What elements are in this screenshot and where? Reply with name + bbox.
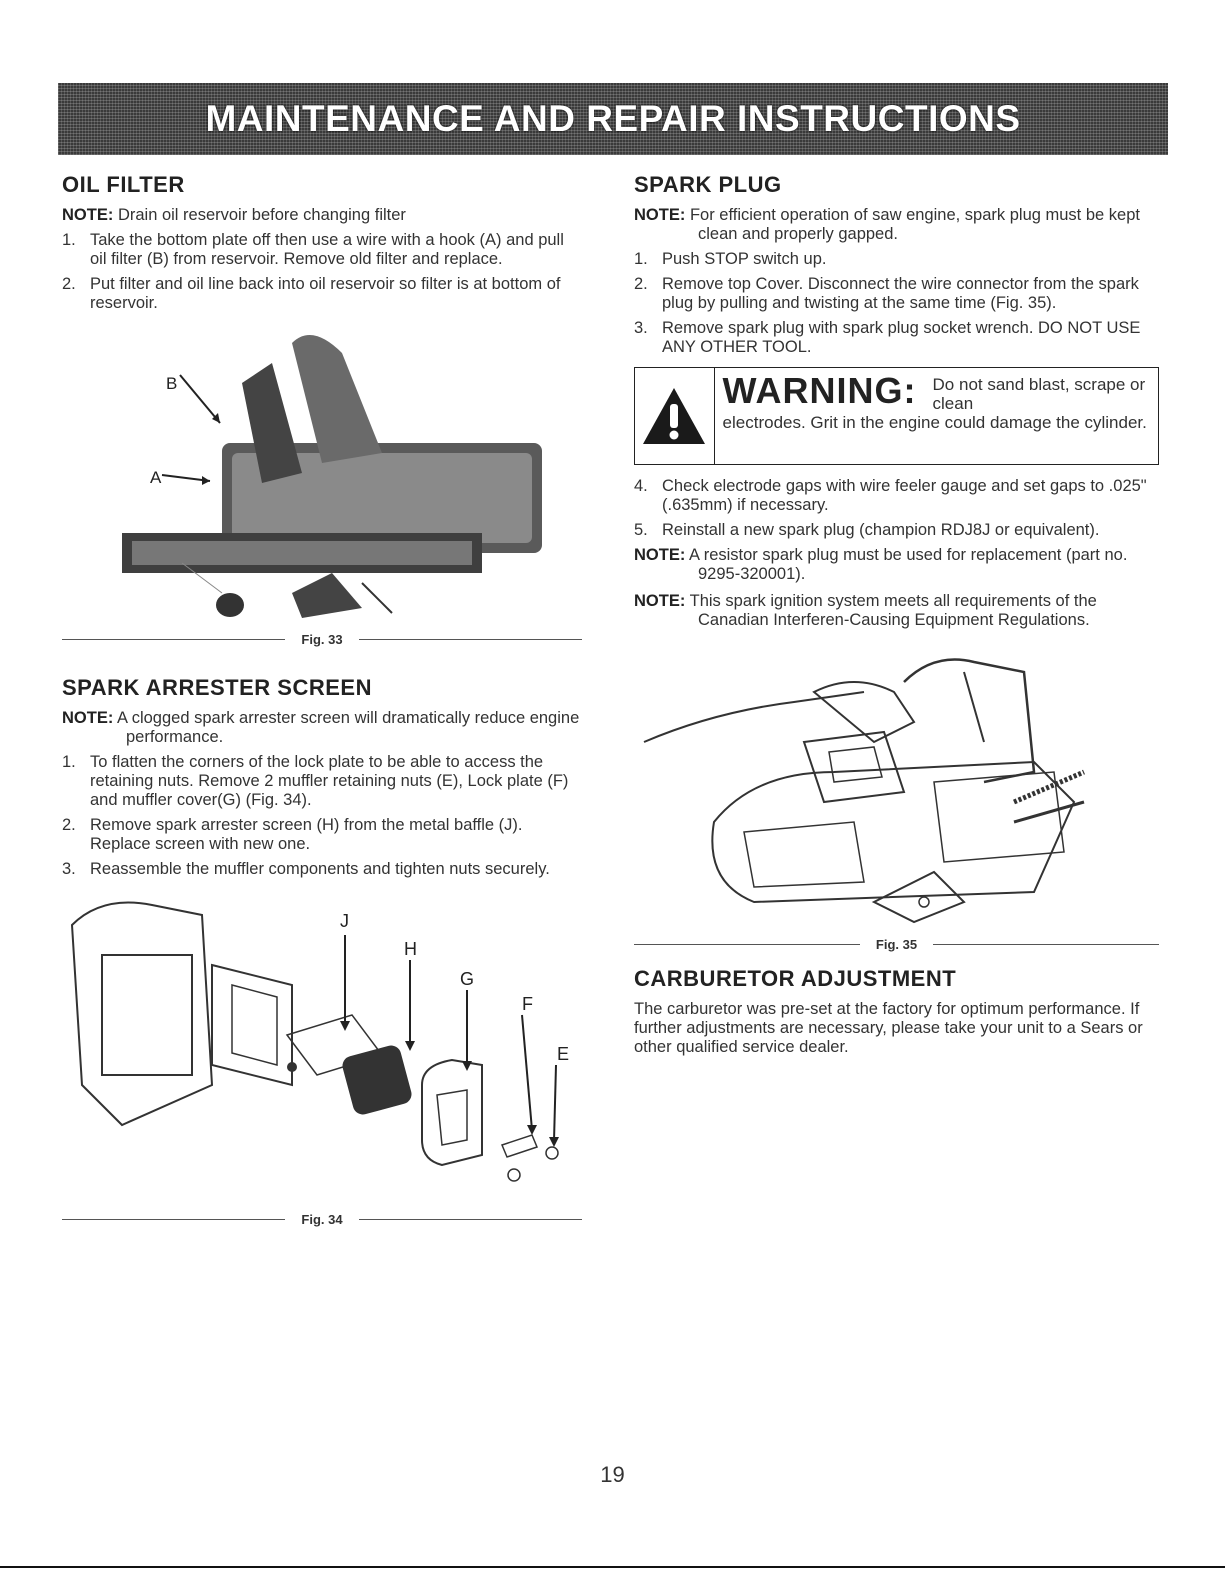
- label-h: H: [404, 939, 417, 959]
- note-text: For efficient operation of saw engine, spark plug must be kept clean and properly gapped.: [689, 206, 1140, 243]
- left-column: [62, 172, 582, 1225]
- caption-rule: [634, 944, 860, 945]
- spark-arrester-note: [62, 709, 582, 747]
- caption-rule: [62, 639, 285, 640]
- caption-rule: [933, 944, 1159, 945]
- bottom-divider: [0, 1566, 1225, 1568]
- step-text: Reinstall a new spark plug (champion RDJ8J or equivalent).: [662, 521, 1100, 539]
- list-item: [62, 275, 582, 313]
- step-text: Remove spark arrester screen (H) from the metal baffle (J). Replace screen with new one.: [90, 816, 523, 853]
- step-number: 2.: [62, 275, 76, 293]
- step-text: Take the bottom plate off then use a wire with a hook (A) and pull oil filter (B) from reservoir. Remove old filter and replace.: [90, 231, 564, 268]
- oil-filter-steps: [62, 231, 582, 313]
- figure-caption: [62, 632, 582, 647]
- label-f: F: [522, 994, 533, 1014]
- list-item: [634, 319, 1159, 357]
- step-number: 2.: [62, 816, 76, 834]
- oil-filter-note: [62, 206, 582, 225]
- step-number: 5.: [634, 521, 648, 539]
- list-item: [62, 753, 582, 810]
- step-text: Push STOP switch up.: [662, 250, 827, 268]
- caption-text: Fig. 34: [301, 1212, 343, 1227]
- figure-34: [62, 885, 582, 1225]
- muffler-exploded-illustration: [62, 885, 582, 1203]
- caption-text: Fig. 35: [875, 937, 918, 952]
- spark-plug-section: [634, 172, 1159, 952]
- step-text: Put filter and oil line back into oil reservoir so filter is at bottom of reservoir.: [90, 275, 561, 312]
- oil-filter-section: [62, 172, 582, 645]
- regulations-note: [634, 592, 1159, 630]
- carburetor-text: The carburetor was pre-set at the factory for optimum performance. If further adjustments are necessary, please take your unit to a Sears or other qualified service dealer.: [634, 1000, 1143, 1056]
- warning-icon-cell: [635, 368, 715, 464]
- header-banner: [58, 83, 1168, 155]
- figure-caption: [634, 937, 1159, 952]
- label-b: B: [166, 374, 178, 393]
- label-j: J: [340, 911, 349, 931]
- step-number: 1.: [62, 231, 76, 249]
- carburetor-section: [634, 966, 1159, 1057]
- list-item: [634, 275, 1159, 313]
- spark-arrester-section: [62, 675, 582, 1225]
- note-text: This spark ignition system meets all requirements of the Canadian Interferen-Causing Equipment Regulations.: [689, 592, 1097, 629]
- note-text: A clogged spark arrester screen will dramatically reduce engine performance.: [117, 709, 580, 746]
- carburetor-heading: CARBURETOR ADJUSTMENT: [634, 966, 957, 991]
- step-number: 3.: [634, 319, 648, 337]
- note-label: NOTE:: [62, 709, 114, 727]
- right-column: [634, 172, 1159, 1057]
- step-number: 1.: [634, 250, 648, 268]
- note-label: NOTE:: [634, 592, 686, 610]
- oil-filter-illustration: [62, 323, 582, 623]
- warning-head: [723, 372, 1150, 413]
- spark-plug-removal-illustration: [634, 652, 1159, 928]
- label-e: E: [557, 1044, 570, 1064]
- note-text: Drain oil reservoir before changing filter: [117, 206, 406, 224]
- caption-rule: [62, 1219, 285, 1220]
- step-number: 1.: [62, 753, 76, 771]
- step-text: Check electrode gaps with wire feeler gauge and set gaps to .025" (.635mm) if necessary.: [662, 477, 1147, 514]
- note-label: NOTE:: [634, 546, 686, 564]
- step-text: Remove spark plug with spark plug socket wrench. DO NOT USE ANY OTHER TOOL.: [662, 319, 1141, 356]
- step-text: To flatten the corners of the lock plate to be able to access the retaining nuts. Remove 2 muffler retaining nuts (E), Lock plate (F) and muffler cover(G) (Fig. 34).: [90, 753, 569, 809]
- spark-plug-note: [634, 206, 1159, 244]
- label-g: G: [460, 969, 475, 989]
- spark-arrester-steps: [62, 753, 582, 879]
- step-text: Remove top Cover. Disconnect the wire connector from the spark plug by pulling and twisting at the same time (Fig. 35).: [662, 275, 1139, 312]
- page-number: 19: [600, 1462, 625, 1487]
- list-item: [634, 521, 1159, 540]
- page-title: MAINTENANCE AND REPAIR INSTRUCTIONS: [205, 98, 1021, 139]
- caption-rule: [359, 1219, 582, 1220]
- note-text: A resistor spark plug must be used for replacement (part no. 9295-320001).: [689, 546, 1128, 583]
- warning-triangle-icon: [641, 386, 707, 446]
- spark-plug-steps-a: [634, 250, 1159, 357]
- note-label: NOTE:: [634, 206, 686, 224]
- figure-35: [634, 652, 1159, 952]
- step-text: Reassemble the muffler components and tighten nuts securely.: [90, 860, 550, 878]
- warning-text: [715, 368, 1158, 464]
- warning-first-line: Do not sand blast, scrape or clean: [932, 375, 1146, 413]
- spark-arrester-heading: SPARK ARRESTER SCREEN: [62, 675, 372, 700]
- spark-plug-steps-b: [634, 477, 1159, 540]
- figure-33: [62, 323, 582, 645]
- list-item: [634, 477, 1159, 515]
- resistor-note: [634, 546, 1159, 584]
- step-number: 2.: [634, 275, 648, 293]
- label-a: A: [150, 468, 162, 487]
- warning-word: WARNING:: [722, 370, 917, 411]
- spark-plug-heading: SPARK PLUG: [634, 172, 782, 197]
- list-item: [62, 816, 582, 854]
- step-number: 3.: [62, 860, 76, 878]
- note-label: NOTE:: [62, 206, 114, 224]
- figure-caption: [62, 1212, 582, 1227]
- oil-filter-heading: OIL FILTER: [62, 172, 185, 197]
- caption-rule: [359, 639, 582, 640]
- caption-text: Fig. 33: [301, 632, 343, 647]
- warning-box: [634, 367, 1159, 465]
- list-item: [62, 231, 582, 269]
- list-item: [62, 860, 582, 879]
- list-item: [634, 250, 1159, 269]
- warning-rest: electrodes. Grit in the engine could damage the cylinder.: [722, 413, 1147, 432]
- step-number: 4.: [634, 477, 648, 495]
